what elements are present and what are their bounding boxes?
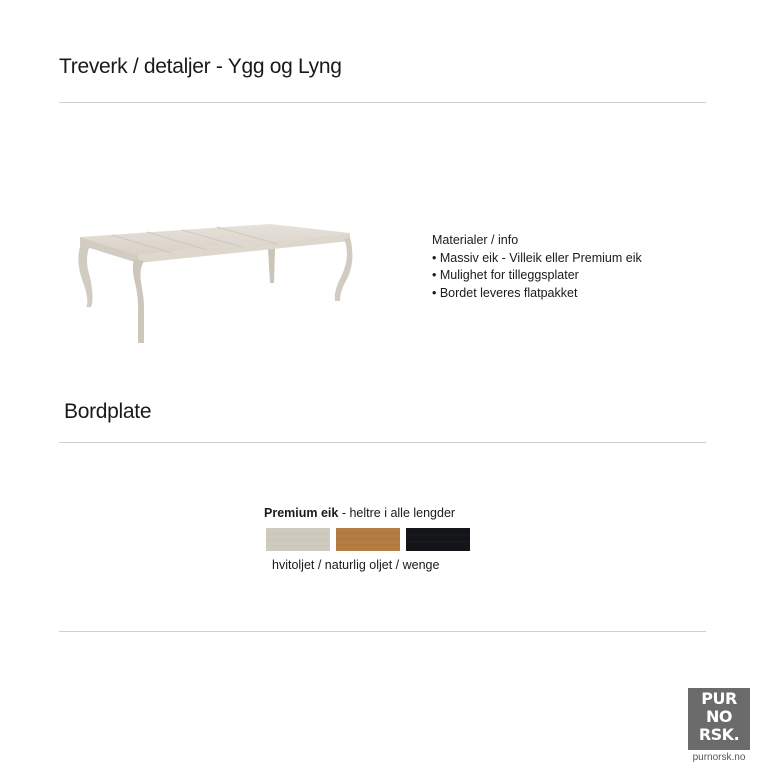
caption-rest: - heltre i alle lengder	[338, 506, 456, 520]
info-bullet: • Mulighet for tilleggsplater	[432, 268, 579, 282]
section-title-bordplate: Bordplate	[64, 400, 152, 423]
materials-heading: Materialer / info	[432, 233, 519, 247]
website-link[interactable]: purnorsk.no	[692, 752, 746, 763]
natural-oak-swatch	[336, 528, 400, 551]
info-bullet: • Massiv eik - Villeik eller Premium eik	[432, 250, 642, 265]
wenge-swatch	[406, 528, 470, 551]
purnorsk-logo	[688, 688, 750, 750]
swatch-labels: hvitoljet / naturlig oljet / wenge	[272, 558, 440, 572]
materials-info	[432, 232, 642, 302]
dining-table-image	[72, 215, 362, 350]
logo-line: PUR	[701, 689, 737, 708]
logo-line: RSK.	[698, 725, 740, 744]
logo-line: NO	[706, 707, 732, 726]
premium-eik-caption	[264, 506, 455, 520]
info-bullet: • Bordet leveres flatpakket	[432, 285, 578, 300]
caption-bold: Premium eik	[264, 506, 339, 520]
page-title: Treverk / detaljer - Ygg og Lyng	[59, 55, 342, 78]
divider-top	[59, 102, 706, 103]
divider-middle	[59, 442, 706, 443]
whiteoiled-oak-swatch	[266, 528, 330, 551]
divider-bottom	[59, 631, 706, 632]
